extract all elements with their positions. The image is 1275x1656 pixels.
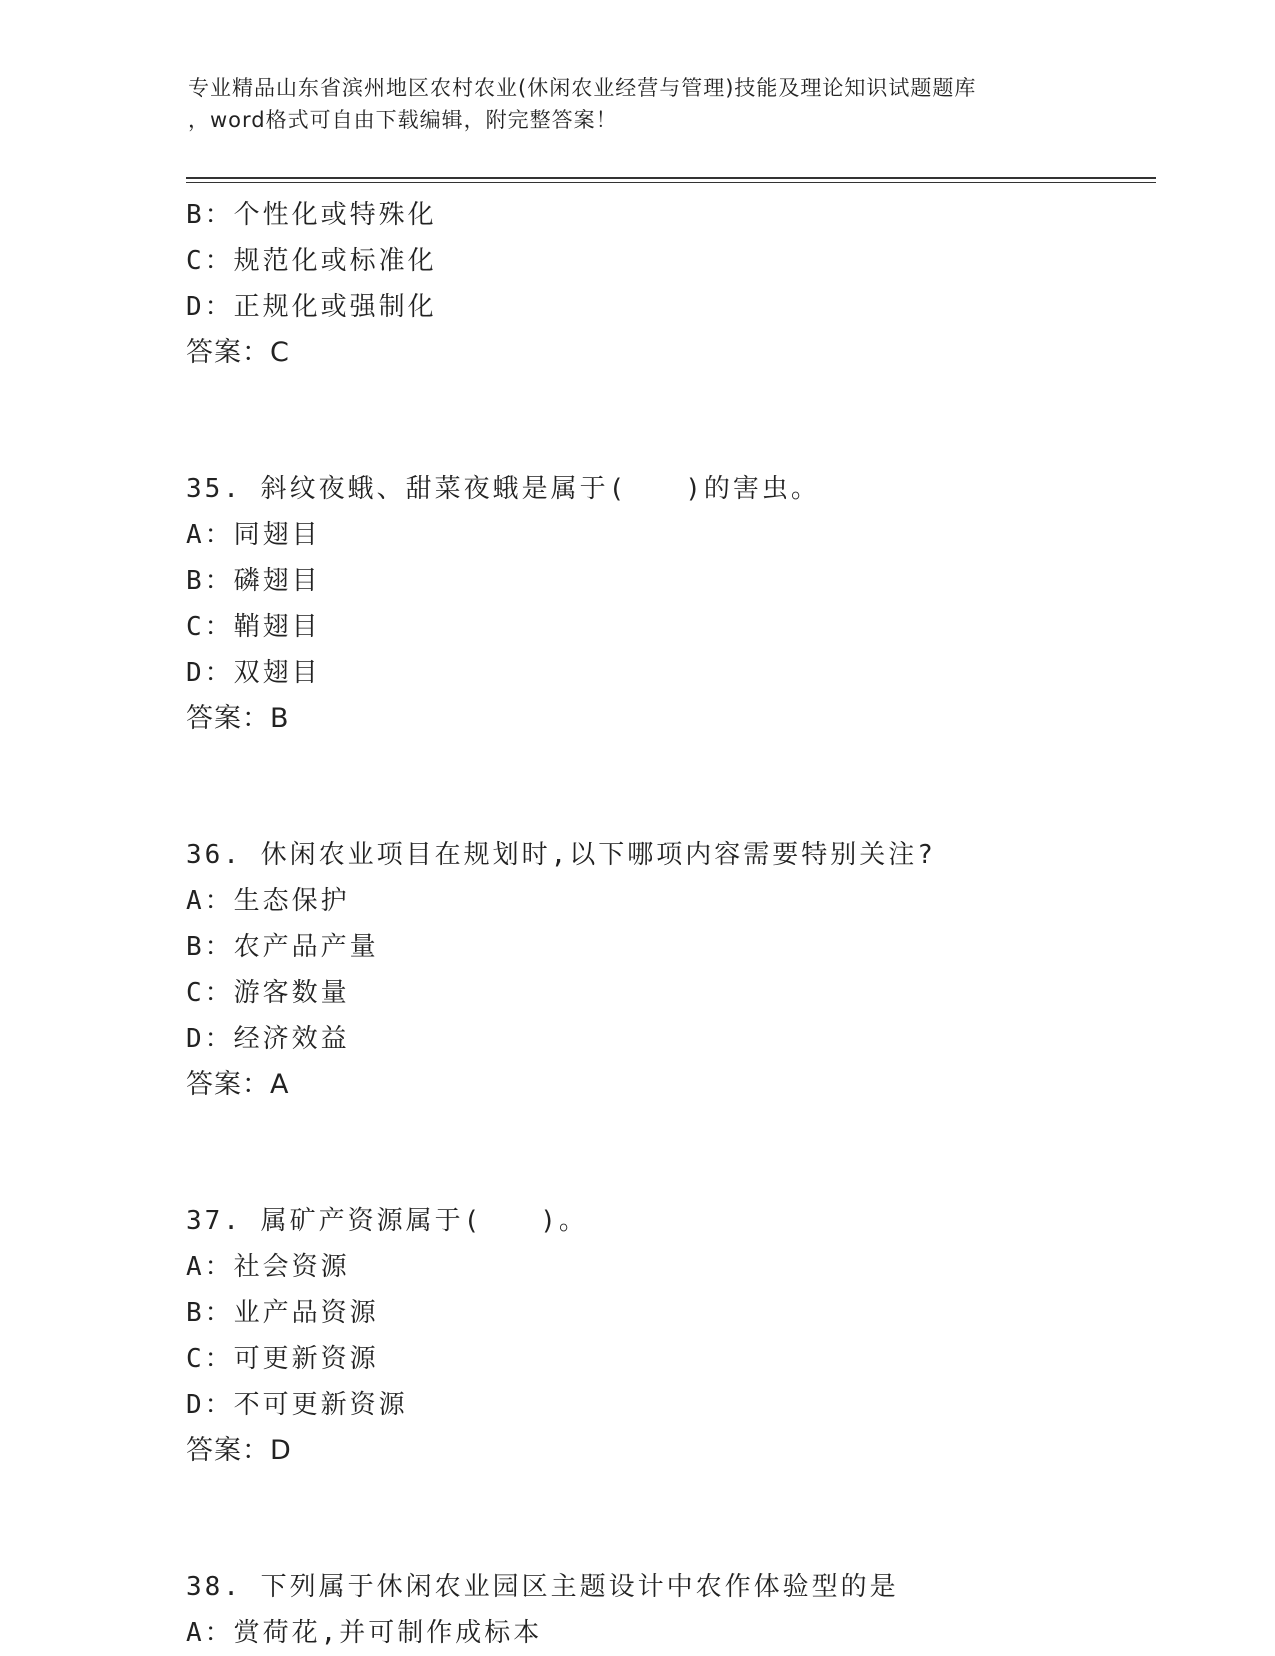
- question-list: [186, 192, 1146, 1656]
- option-b: B：个性化或特殊化: [186, 200, 437, 230]
- question-block-37: [186, 1198, 1146, 1474]
- option-d: D：不可更新资源: [186, 1390, 408, 1420]
- question-block-36: [186, 832, 1146, 1108]
- option-a: A：赏荷花,并可制作成标本: [186, 1618, 543, 1648]
- question-block-35: [186, 466, 1146, 742]
- question-stem: 37. 属矿产资源属于( )。: [186, 1206, 588, 1236]
- question-stem: 38. 下列属于休闲农业园区主题设计中农作体验型的是: [186, 1572, 899, 1602]
- option-d: D：经济效益: [186, 1024, 350, 1054]
- document-header: [188, 72, 1108, 136]
- header-subtitle-line: ，word格式可自由下载编辑，附完整答案！: [188, 108, 618, 132]
- answer-line: 答案：D: [186, 1435, 292, 1466]
- option-a: A：同翅目: [186, 520, 321, 550]
- option-a: A：社会资源: [186, 1252, 350, 1282]
- option-b: B：磷翅目: [186, 566, 321, 596]
- question-stem: 35. 斜纹夜蛾、甜菜夜蛾是属于( )的害虫。: [186, 474, 820, 504]
- option-c: C：规范化或标准化: [186, 246, 437, 276]
- question-block-38: [186, 1564, 1146, 1656]
- question-stem: 36. 休闲农业项目在规划时,以下哪项内容需要特别关注?: [186, 840, 936, 870]
- option-d: D：双翅目: [186, 658, 321, 688]
- answer-line: 答案：B: [186, 703, 290, 734]
- question-block-34: [186, 192, 1146, 376]
- answer-line: 答案：A: [186, 1069, 290, 1100]
- option-d: D：正规化或强制化: [186, 292, 437, 322]
- option-a: A：生态保护: [186, 886, 350, 916]
- header-divider-thin: [186, 182, 1156, 183]
- option-c: C：鞘翅目: [186, 612, 321, 642]
- option-c: C：游客数量: [186, 978, 350, 1008]
- answer-line: 答案：C: [186, 337, 290, 368]
- header-divider-thick: [186, 177, 1156, 179]
- header-title-line: 专业精品山东省滨州地区农村农业(休闲农业经营与管理)技能及理论知识试题题库: [188, 76, 977, 100]
- option-b: B：业产品资源: [186, 1298, 379, 1328]
- option-b: B：农产品产量: [186, 932, 379, 962]
- option-c: C：可更新资源: [186, 1344, 379, 1374]
